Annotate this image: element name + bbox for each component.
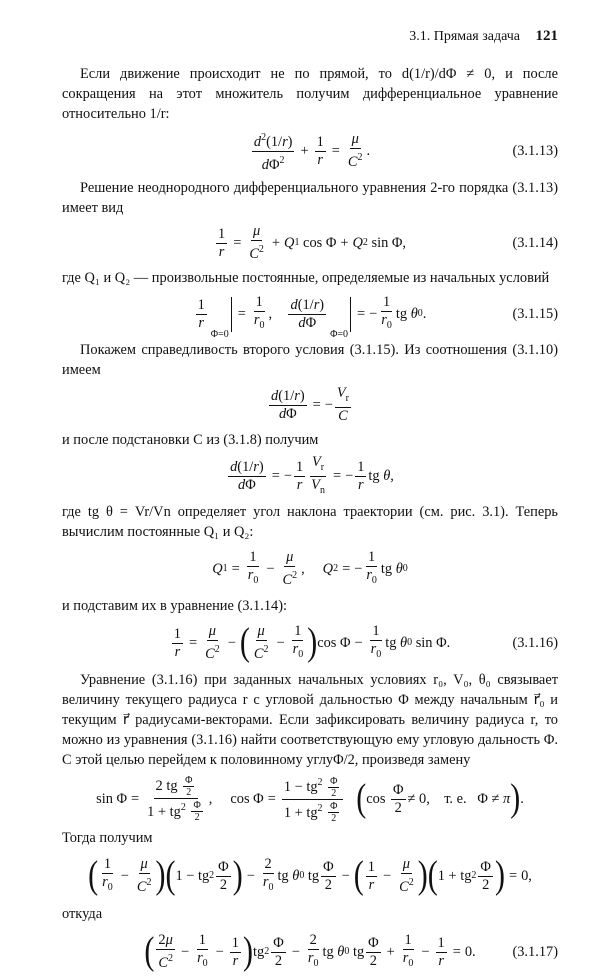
equation-3-1-13: $\frac{d^2(1/r)}{d\Phi^2}$ + $\frac{1}{r}$ = $\frac{\mu}{C^2}$ . (3.1.13): [62, 128, 558, 174]
equation-half-angle: sin Φ = 2 tg $\frac{\Phi}{2}$ $1 + tg^2$ $\frac{\Phi}{2}$ , cos Φ = $1 - tg^2$ $\frac{\Phi}{2}$ $1 + tg^2$ $\frac{\Phi}{2}$ ( cos $\frac{\Phi}{2}$ ≠ 0, т. е. Φ ≠ π ) .: [96, 774, 524, 825]
equation-derived: ( $\frac{1}{r_0}$ − $\frac{\mu}{C^2}$ ) ( 1 − tg 2 $\frac{\Phi}{2}$ ) − $\frac{2}{r_0}$ tg θ 0 tg $\frac{\Phi}{2}$ − ( $\frac{1}{r}$ − $\frac{\mu}{C^2}$ ) ( 1 + tg 2 $\frac{\Phi}{2}$ ) = 0,: [88, 853, 532, 897]
running-header: [62, 26, 558, 48]
equation-tag: (3.1.16): [512, 635, 558, 651]
paragraph-9: Тогда получим: [62, 830, 153, 846]
equation-3-1-17: ( $\frac{2\mu}{C^2}$ − $\frac{1}{r_0}$ − $\frac{1}{r}$ ) tg 2 $\frac{\Phi}{2}$ − $\frac{2}{r_0}$ tg θ 0 tg $\frac{\Phi}{2}$ + $\frac{1}{r_0}$ − $\frac{1}{r}$ = 0. (3.1.17): [144, 929, 558, 973]
equation-3-1-15: $\frac{1}{r}$ Φ=0 = $\frac{1}{r_0}$ , $\frac{d(1/r)}{d\Phi}$ Φ=0 = − $\frac{1}{r_0}$ tg θ 0 . (3.1.15): [62, 292, 558, 336]
paragraph-10: откуда: [62, 906, 103, 922]
paragraph-4: Покажем справедливость второго условия (3.1.15). Из соотношения (3.1.10) имеем: [62, 342, 558, 378]
paragraph-1: Если движение происходит не по прямой, то d(1/r)/dΦ ≠ 0, и после сокращения на этот множитель получим дифференциальное уравнение относительно 1/r:: [62, 66, 558, 122]
equation-3-1-14: $\frac{1}{r}$ = $\frac{\mu}{C^2}$ + Q 1 cos Φ + Q 2 sin Φ, (3.1.14): [217, 223, 558, 262]
paragraph-8: Уравнение (3.1.16) при заданных начальных условиях r₀, V₀, θ₀ связывает величину текущего радиуса r с угловой дальностью Φ между начальным r⃗₀ и текущим r⃗ радиусами-векторами. Если зафиксировать величину радиуса r, то можно из уравнения (3.1.16) найти соответствующую ему угловую дальность Φ. С этой целью перейдем к половинному углуΦ/2, произведя замену: [62, 672, 558, 768]
equation-tag: (3.1.14): [512, 235, 558, 251]
equation-3-1-16: $\frac{1}{r}$ = $\frac{\mu}{C^2}$ − ( $\frac{\mu}{C^2}$ − $\frac{1}{r_0}$ ) cos Φ − $\frac{1}{r_0}$ tg θ 0 sin Φ. (3.1.16): [173, 620, 558, 664]
section-title: 3.1. Прямая задача: [409, 29, 520, 44]
equation-constants: Q 1 = $\frac{1}{r_0}$ − $\frac{\mu}{C^2}$ , Q 2 = − $\frac{1}{r_0}$ tg θ 0: [212, 549, 408, 588]
page-number: 121: [535, 28, 558, 44]
equation-tag: (3.1.15): [512, 306, 558, 322]
paragraph-7: и подставим их в уравнение (3.1.14):: [62, 598, 288, 614]
equation-dr-dphi: $\frac{d(1/r)}{d\Phi}$ = − $\frac{V_r}{C}$: [271, 385, 349, 424]
paragraph-2: Решение неоднородного дифференциального уравнения 2-го порядка (3.1.13) имеет вид: [62, 180, 558, 216]
equation-tag: (3.1.13): [512, 143, 558, 159]
equation-tag: (3.1.17): [512, 944, 558, 960]
paragraph-3: где Q₁ и Q₂ — произвольные постоянные, определяемые из начальных условий: [62, 270, 550, 286]
paragraph-6: где tg θ = Vr/Vn определяет угол наклона траектории (см. рис. 3.1). Теперь вычислим постоянные Q₁ и Q₂:: [62, 504, 558, 540]
paragraph-5: и после подстановки C из (3.1.8) получим: [62, 432, 319, 448]
equation-tg-theta: $\frac{d(1/r)}{d\Phi}$ = − $\frac{1}{r}$ $\frac{V_r}{V_n}$ = − $\frac{1}{r}$ tg θ ,: [230, 453, 394, 496]
